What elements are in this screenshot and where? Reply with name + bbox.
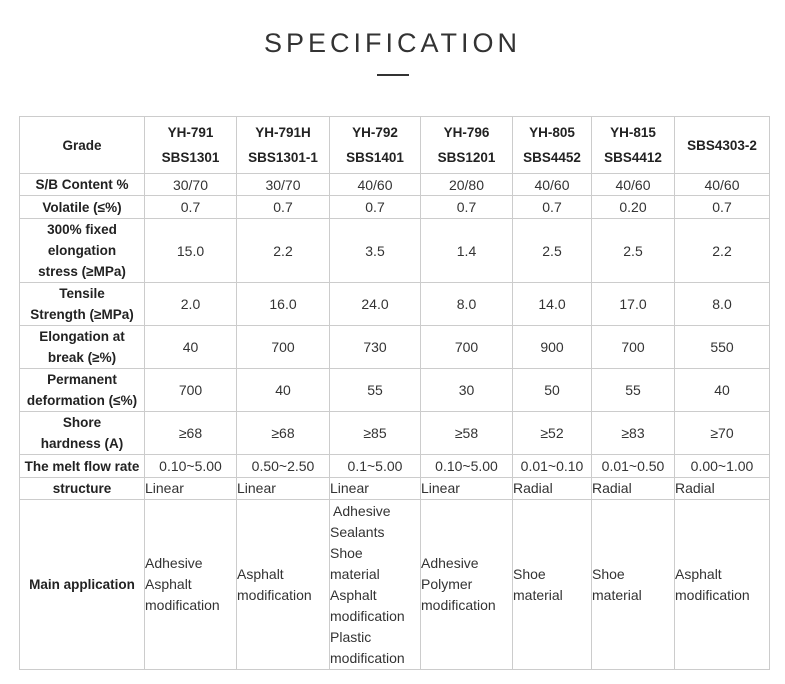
application-line: Asphalt xyxy=(675,565,722,582)
grade-header-cell xyxy=(330,117,421,174)
value-cell: 0.7 xyxy=(237,196,330,219)
structure-cell: Radial xyxy=(592,478,675,500)
application-row xyxy=(20,500,770,670)
application-cell xyxy=(513,500,592,670)
application-line: Shoe xyxy=(513,565,546,582)
value-cell: 40/60 xyxy=(513,174,592,196)
value-cell: 2.0 xyxy=(145,283,237,326)
property-label-line: hardness (A) xyxy=(40,436,124,451)
property-label-line: elongation xyxy=(47,243,117,258)
value-cell: 40/60 xyxy=(592,174,675,196)
value-cell: 1.4 xyxy=(421,219,513,283)
property-label-line: break (≥%) xyxy=(47,350,117,365)
value-cell: 3.5 xyxy=(330,219,421,283)
application-line: Polymer xyxy=(421,576,473,592)
value-cell: 0.7 xyxy=(513,196,592,219)
value-cell: 2.2 xyxy=(237,219,330,283)
application-line: modification xyxy=(145,597,220,613)
value-cell: ≥58 xyxy=(421,412,513,455)
application-line: Shoe xyxy=(330,544,363,561)
property-label-line: 300% fixed xyxy=(47,222,117,237)
value-cell: 40/60 xyxy=(330,174,421,196)
value-cell: ≥85 xyxy=(330,412,421,455)
value-cell: 550 xyxy=(675,326,770,369)
value-cell: 2.2 xyxy=(675,219,770,283)
structure-row xyxy=(20,478,770,500)
application-line: Asphalt xyxy=(237,565,284,582)
grade-name: YH-796 xyxy=(443,125,490,140)
value-cell: 55 xyxy=(592,369,675,412)
value-cell: 40 xyxy=(237,369,330,412)
page-title: SPECIFICATION xyxy=(263,28,522,58)
grade-header-cell xyxy=(421,117,513,174)
title-underline xyxy=(377,74,409,76)
property-label xyxy=(20,412,145,455)
grade-name: SBS1301 xyxy=(161,150,220,165)
value-cell: 0.00~1.00 xyxy=(675,455,770,478)
structure-cell: Linear xyxy=(237,478,330,500)
application-line: Adhesive xyxy=(145,555,203,571)
application-line: Asphalt xyxy=(145,576,192,592)
table-row xyxy=(20,283,770,326)
value-cell: 700 xyxy=(145,369,237,412)
value-cell: 0.7 xyxy=(145,196,237,219)
value-cell: 40/60 xyxy=(675,174,770,196)
grade-name: YH-805 xyxy=(529,125,575,140)
application-line: material xyxy=(513,586,563,603)
property-label xyxy=(20,196,145,219)
application-line: modification xyxy=(330,649,405,666)
property-label xyxy=(20,369,145,412)
specification-table xyxy=(19,116,770,670)
value-cell: 2.5 xyxy=(592,219,675,283)
property-label-line: Strength (≥MPa) xyxy=(30,307,134,322)
header-row xyxy=(20,117,770,174)
grade-name: YH-791 xyxy=(167,125,214,140)
grade-name: SBS1301-1 xyxy=(248,150,318,165)
application-line: material xyxy=(592,586,642,603)
value-cell: 0.1~5.00 xyxy=(330,455,421,478)
value-cell: ≥68 xyxy=(237,412,330,455)
grade-name: YH-792 xyxy=(352,125,398,140)
value-cell: ≥83 xyxy=(592,412,675,455)
value-cell: ≥52 xyxy=(513,412,592,455)
grade-name: SBS1201 xyxy=(437,150,496,165)
application-cell xyxy=(675,500,770,670)
application-cell xyxy=(330,500,421,670)
property-label-line: deformation (≤%) xyxy=(26,393,138,408)
application-cell xyxy=(237,500,330,670)
application-line: Shoe xyxy=(592,565,625,582)
property-label-line: Shore xyxy=(62,415,102,430)
property-label xyxy=(20,455,145,478)
property-label-line: Volatile (≤%) xyxy=(42,199,122,215)
property-label xyxy=(20,326,145,369)
grade-name: SBS1401 xyxy=(346,150,404,165)
property-label-line: Elongation at xyxy=(39,329,125,344)
value-cell: 700 xyxy=(237,326,330,369)
grade-name: SBS4412 xyxy=(604,150,662,165)
grade-header-cell xyxy=(592,117,675,174)
structure-cell: Linear xyxy=(421,478,513,500)
value-cell: 15.0 xyxy=(145,219,237,283)
structure-label: structure xyxy=(20,478,145,500)
value-cell: 14.0 xyxy=(513,283,592,326)
application-line: Asphalt xyxy=(330,586,377,603)
application-cell xyxy=(592,500,675,670)
value-cell: 30/70 xyxy=(145,174,237,196)
value-cell: 2.5 xyxy=(513,219,592,283)
value-cell: 0.7 xyxy=(421,196,513,219)
property-label-line: The melt flow rate xyxy=(24,458,140,474)
grade-name: SBS4303-2 xyxy=(687,137,757,153)
grade-label: Grade xyxy=(20,117,145,174)
table-row xyxy=(20,412,770,455)
grade-header-cell xyxy=(237,117,330,174)
application-line: Sealants xyxy=(330,523,385,540)
value-cell: 30/70 xyxy=(237,174,330,196)
structure-cell: Radial xyxy=(513,478,592,500)
value-cell: ≥70 xyxy=(675,412,770,455)
application-cell xyxy=(145,500,237,670)
value-cell: 30 xyxy=(421,369,513,412)
application-line: Adhesive xyxy=(333,502,391,519)
value-cell: 700 xyxy=(592,326,675,369)
value-cell: 40 xyxy=(145,326,237,369)
property-label xyxy=(20,219,145,283)
value-cell: 0.10~5.00 xyxy=(421,455,513,478)
application-line: material xyxy=(330,565,380,582)
property-label-line: Tensile xyxy=(59,286,105,301)
value-cell: 0.7 xyxy=(330,196,421,219)
application-line: modification xyxy=(675,586,750,603)
value-cell: 0.01~0.10 xyxy=(513,455,592,478)
value-cell: 24.0 xyxy=(330,283,421,326)
application-line: Plastic xyxy=(330,628,372,645)
table-row xyxy=(20,369,770,412)
property-label-line: S/B Content % xyxy=(35,177,129,192)
table-row xyxy=(20,196,770,219)
value-cell: 0.50~2.50 xyxy=(237,455,330,478)
application-line: modification xyxy=(330,607,405,624)
grade-header-cell xyxy=(513,117,592,174)
grade-header-cell xyxy=(675,117,770,174)
value-cell: 0.01~0.50 xyxy=(592,455,675,478)
application-line: Adhesive xyxy=(421,555,479,571)
application-line: modification xyxy=(421,597,496,613)
grade-header-cell xyxy=(145,117,237,174)
value-cell: 0.20 xyxy=(592,196,675,219)
application-cell xyxy=(421,500,513,670)
grade-name: SBS4452 xyxy=(523,150,581,165)
structure-cell: Radial xyxy=(675,478,770,500)
value-cell: 700 xyxy=(421,326,513,369)
grade-name: YH-815 xyxy=(610,125,656,140)
table-row xyxy=(20,219,770,283)
table-row xyxy=(20,174,770,196)
structure-cell: Linear xyxy=(330,478,421,500)
structure-cell: Linear xyxy=(145,478,237,500)
value-cell: 0.10~5.00 xyxy=(145,455,237,478)
table-row xyxy=(20,455,770,478)
value-cell: ≥68 xyxy=(145,412,237,455)
value-cell: 40 xyxy=(675,369,770,412)
value-cell: 730 xyxy=(330,326,421,369)
application-line: modification xyxy=(237,586,312,603)
value-cell: 17.0 xyxy=(592,283,675,326)
property-label xyxy=(20,174,145,196)
table-row xyxy=(20,326,770,369)
value-cell: 55 xyxy=(330,369,421,412)
application-label: Main application xyxy=(20,500,145,670)
value-cell: 8.0 xyxy=(421,283,513,326)
grade-name: YH-791H xyxy=(255,125,311,140)
value-cell: 900 xyxy=(513,326,592,369)
value-cell: 8.0 xyxy=(675,283,770,326)
property-label-line: stress (≥MPa) xyxy=(38,264,126,279)
value-cell: 50 xyxy=(513,369,592,412)
property-label-line: Permanent xyxy=(47,372,117,387)
value-cell: 0.7 xyxy=(675,196,770,219)
value-cell: 16.0 xyxy=(237,283,330,326)
value-cell: 20/80 xyxy=(421,174,513,196)
property-label xyxy=(20,283,145,326)
